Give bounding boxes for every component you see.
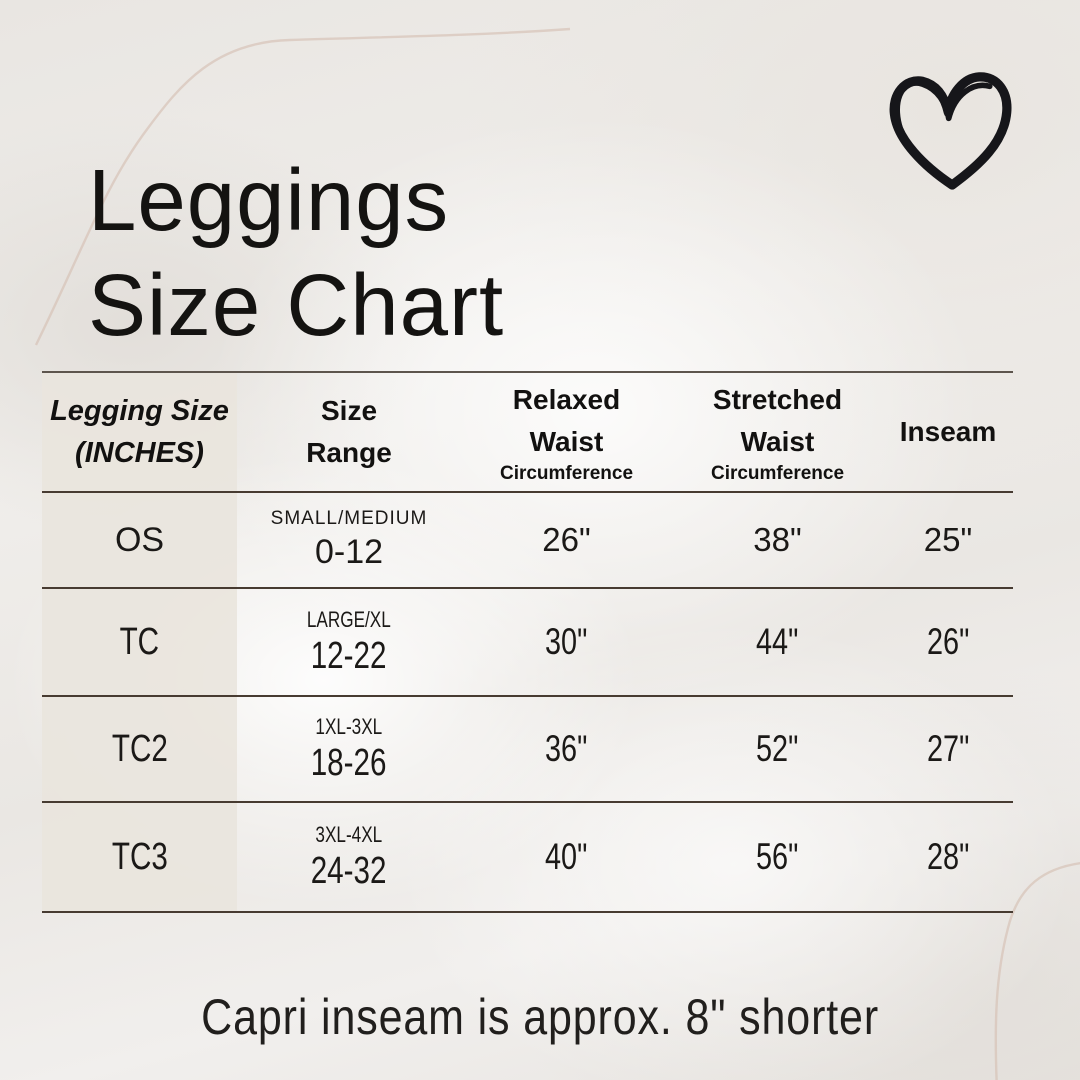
size-cell — [42, 589, 237, 695]
range-value: 24-32 — [311, 849, 387, 892]
stretched-waist-value: 56" — [756, 836, 799, 877]
table-row-tc — [42, 589, 1013, 697]
capri-footnote — [0, 988, 1080, 1046]
header-text: Size — [320, 395, 378, 426]
relaxed-waist-value: 40" — [545, 836, 588, 877]
range-cell — [237, 697, 461, 801]
size-cell — [42, 803, 237, 911]
header-text: (INCHES) — [75, 437, 204, 469]
relaxed-waist-value: 26" — [542, 521, 591, 558]
size-value: TC — [119, 620, 160, 663]
inseam-value: 25" — [923, 521, 973, 558]
header-inseam — [883, 373, 1013, 491]
header-relaxed-waist — [461, 373, 672, 491]
heart-doodle-icon — [878, 50, 1020, 198]
header-subtext: Circumference — [710, 463, 845, 485]
header-text: Stretched — [712, 384, 843, 416]
range-label: 3XL-4XL — [315, 821, 383, 847]
relaxed-waist-value: 30" — [545, 621, 588, 662]
table-row-os — [42, 493, 1013, 589]
stretched-waist-value: 44" — [756, 621, 799, 662]
range-label: LARGE/XL — [307, 606, 391, 632]
inseam-cell — [883, 697, 1013, 801]
relaxed-waist-cell — [461, 803, 672, 911]
inseam-cell — [883, 803, 1013, 911]
header-subtext: Circumference — [499, 463, 634, 485]
inseam-cell — [883, 493, 1013, 587]
relaxed-waist-cell — [461, 493, 672, 587]
stretched-waist-value: 38" — [753, 521, 802, 558]
size-cell — [42, 697, 237, 801]
relaxed-waist-cell — [461, 697, 672, 801]
header-text: Range — [306, 437, 392, 468]
table-row-tc2 — [42, 697, 1013, 803]
header-text: Relaxed — [512, 384, 621, 416]
range-label: SMALL/MEDIUM — [270, 508, 428, 529]
size-table — [42, 371, 1013, 913]
header-legging-size — [42, 373, 237, 491]
page-title — [88, 148, 504, 359]
size-value: TC3 — [111, 835, 168, 878]
header-text: Legging Size — [50, 394, 229, 427]
relaxed-waist-value: 36" — [545, 728, 588, 769]
title-line-2: Size Chart — [88, 257, 505, 355]
stretched-waist-cell — [672, 589, 883, 695]
size-value: OS — [114, 520, 165, 559]
capri-footnote-text: Capri inseam is approx. 8" shorter — [201, 989, 879, 1045]
header-text: Waist — [529, 426, 604, 458]
stretched-waist-cell — [672, 493, 883, 587]
inseam-value: 27" — [926, 728, 970, 769]
inseam-cell — [883, 589, 1013, 695]
stretched-waist-cell — [672, 697, 883, 801]
relaxed-waist-cell — [461, 589, 672, 695]
range-cell — [237, 803, 461, 911]
range-value: 0-12 — [314, 533, 384, 571]
size-cell — [42, 493, 237, 587]
range-cell — [237, 589, 461, 695]
header-text: Inseam — [899, 416, 997, 447]
table-row-tc3 — [42, 803, 1013, 913]
range-label: 1XL-3XL — [315, 713, 383, 739]
inseam-value: 26" — [926, 621, 970, 662]
stretched-waist-cell — [672, 803, 883, 911]
range-cell — [237, 493, 461, 587]
header-text: Waist — [740, 426, 815, 458]
inseam-value: 28" — [926, 836, 970, 877]
header-size-range — [237, 373, 461, 491]
stretched-waist-value: 52" — [756, 728, 799, 769]
range-value: 12-22 — [311, 634, 387, 677]
size-value: TC2 — [111, 727, 168, 770]
table-header-row — [42, 371, 1013, 493]
title-line-1: Leggings — [88, 152, 450, 249]
header-stretched-waist — [672, 373, 883, 491]
range-value: 18-26 — [311, 741, 387, 784]
